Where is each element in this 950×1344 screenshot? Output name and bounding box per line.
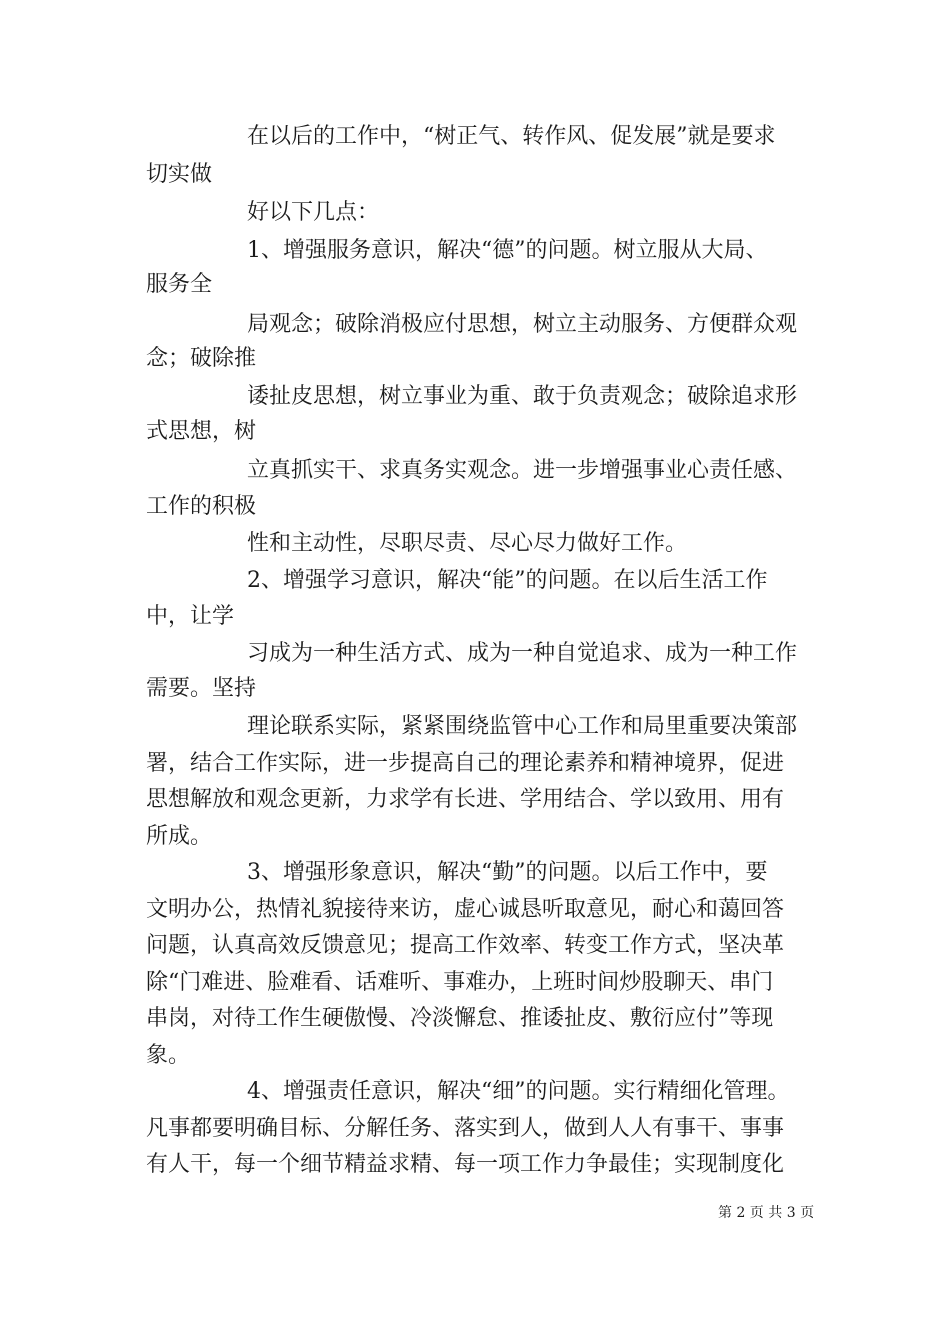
text-line: 除“门难进、脸难看、话难听、事难办，上班时间炒股聊天、串门	[146, 970, 774, 995]
text-line: 工作的积极	[146, 494, 257, 519]
text-line: 局观念；破除消极应付思想，树立主动服务、方便群众观	[247, 312, 798, 337]
text-line: 象。	[146, 1043, 191, 1068]
text-line: 性和主动性，尽职尽责、尽心尽力做好工作。	[247, 531, 688, 556]
text-line: 文明办公，热情礼貌接待来访，虚心诚恳听取意见，耐心和蔼回答	[146, 897, 785, 922]
text-line: 式思想，树	[146, 419, 257, 444]
text-line: 2、增强学习意识，解决“能”的问题。在以后生活工作	[247, 568, 768, 593]
text-line: 需要。坚持	[146, 676, 257, 701]
text-line: 在以后的工作中，“树正气、转作风、促发展”就是要求	[247, 124, 776, 149]
text-line: 1、增强服务意识，解决“德”的问题。树立服从大局、	[247, 238, 768, 263]
text-line: 习成为一种生活方式、成为一种自觉追求、成为一种工作	[247, 641, 798, 666]
text-line: 串岗，对待工作生硬傲慢、冷淡懈怠、推诿扯皮、敷衍应付”等现	[146, 1006, 774, 1031]
text-line: 3、增强形象意识，解决“勤”的问题。以后工作中，要	[247, 860, 768, 885]
text-line: 立真抓实干、求真务实观念。进一步增强事业心责任感、	[247, 458, 798, 483]
page-number: 第 2 页 共 3 页	[718, 1205, 815, 1221]
text-line: 好以下几点：	[247, 200, 380, 225]
text-line: 切实做	[146, 162, 213, 187]
text-line: 署，结合工作实际，进一步提高自己的理论素养和精神境界，促进	[146, 751, 785, 776]
text-line: 思想解放和观念更新，力求学有长进、学用结合、学以致用、用有	[146, 787, 785, 812]
text-line: 诿扯皮思想，树立事业为重、敢于负责观念；破除追求形	[247, 384, 798, 409]
text-line: 念；破除推	[146, 346, 257, 371]
text-line: 服务全	[146, 272, 213, 297]
text-line: 所成。	[146, 824, 213, 849]
text-line: 凡事都要明确目标、分解任务、落实到人，做到人人有事干、事事	[146, 1116, 785, 1141]
text-line: 有人干，每一个细节精益求精、每一项工作力争最佳；实现制度化	[146, 1152, 785, 1177]
text-line: 4、增强责任意识，解决“细”的问题。实行精细化管理。	[247, 1079, 790, 1104]
text-line: 理论联系实际，紧紧围绕监管中心工作和局里重要决策部	[247, 714, 798, 739]
text-line: 问题，认真高效反馈意见；提高工作效率、转变工作方式，坚决革	[146, 933, 785, 958]
text-line: 中，让学	[146, 604, 235, 629]
